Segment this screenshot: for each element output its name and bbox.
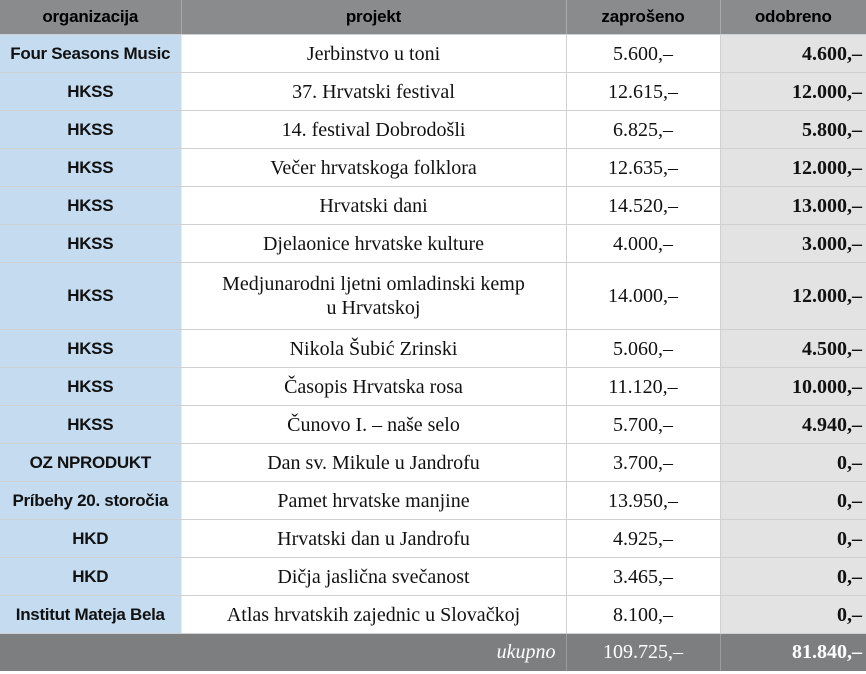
project-cell: Dičja jaslična svečanost: [181, 558, 566, 596]
requested-cell: 4.925,–: [566, 520, 720, 558]
header-row: [0, 0, 866, 35]
project-cell: Djelaonice hrvatske kulture: [181, 225, 566, 263]
table-row: [0, 225, 866, 263]
table-row: [0, 149, 866, 187]
requested-cell: 3.465,–: [566, 558, 720, 596]
requested-cell: 3.700,–: [566, 444, 720, 482]
organization-cell: HKSS: [0, 73, 181, 111]
organization-cell: HKSS: [0, 187, 181, 225]
requested-cell: 14.520,–: [566, 187, 720, 225]
table-row: [0, 330, 866, 368]
approved-cell: 5.800,–: [720, 111, 866, 149]
approved-cell: 12.000,–: [720, 73, 866, 111]
organization-cell: HKSS: [0, 149, 181, 187]
project-cell: 37. Hrvatski festival: [181, 73, 566, 111]
table-body: [0, 35, 866, 634]
approved-cell: 13.000,–: [720, 187, 866, 225]
organization-cell: HKSS: [0, 111, 181, 149]
project-cell: Medjunarodni ljetni omladinski kemp u Hrvatskoj: [181, 263, 566, 330]
total-approved: 81.840,–: [720, 634, 866, 672]
table-row: [0, 558, 866, 596]
project-cell: Časopis Hrvatska rosa: [181, 368, 566, 406]
project-cell: Hrvatski dani: [181, 187, 566, 225]
table-row: [0, 111, 866, 149]
table-row: [0, 187, 866, 225]
organization-cell: HKD: [0, 558, 181, 596]
approved-cell: 4.600,–: [720, 35, 866, 73]
approved-cell: 3.000,–: [720, 225, 866, 263]
project-cell: 14. festival Dobrodošli: [181, 111, 566, 149]
total-row: [0, 634, 866, 672]
table-row: [0, 263, 866, 330]
organization-cell: HKSS: [0, 406, 181, 444]
organization-cell: HKD: [0, 520, 181, 558]
requested-cell: 13.950,–: [566, 482, 720, 520]
total-requested: 109.725,–: [566, 634, 720, 672]
approved-cell: 4.940,–: [720, 406, 866, 444]
project-cell: Atlas hrvatskih zajednic u Slovačkoj: [181, 596, 566, 634]
project-cell: Jerbinstvo u toni: [181, 35, 566, 73]
project-cell: Pamet hrvatske manjine: [181, 482, 566, 520]
approved-cell: 0,–: [720, 596, 866, 634]
table-header: [0, 0, 866, 35]
organization-cell: HKSS: [0, 368, 181, 406]
approved-cell: 12.000,–: [720, 263, 866, 330]
requested-cell: 8.100,–: [566, 596, 720, 634]
header-approved: odobreno: [720, 0, 866, 35]
table-footer: [0, 634, 866, 672]
organization-cell: HKSS: [0, 263, 181, 330]
project-cell: Hrvatski dan u Jandrofu: [181, 520, 566, 558]
organization-cell: Príbehy 20. storočia: [0, 482, 181, 520]
table-row: [0, 444, 866, 482]
requested-cell: 12.615,–: [566, 73, 720, 111]
approved-cell: 10.000,–: [720, 368, 866, 406]
approved-cell: 0,–: [720, 558, 866, 596]
requested-cell: 11.120,–: [566, 368, 720, 406]
header-requested: zaprošeno: [566, 0, 720, 35]
project-cell: Večer hrvatskoga folklora: [181, 149, 566, 187]
table-row: [0, 73, 866, 111]
approved-cell: 4.500,–: [720, 330, 866, 368]
table-row: [0, 520, 866, 558]
organization-cell: Institut Mateja Bela: [0, 596, 181, 634]
table-row: [0, 35, 866, 73]
header-project: projekt: [181, 0, 566, 35]
table-row: [0, 596, 866, 634]
table-row: [0, 368, 866, 406]
project-cell: Dan sv. Mikule u Jandrofu: [181, 444, 566, 482]
approved-cell: 12.000,–: [720, 149, 866, 187]
organization-cell: OZ NPRODUKT: [0, 444, 181, 482]
requested-cell: 4.000,–: [566, 225, 720, 263]
requested-cell: 5.600,–: [566, 35, 720, 73]
organization-cell: HKSS: [0, 225, 181, 263]
project-cell: Čunovo I. – naše selo: [181, 406, 566, 444]
requested-cell: 14.000,–: [566, 263, 720, 330]
approved-cell: 0,–: [720, 520, 866, 558]
table-row: [0, 482, 866, 520]
requested-cell: 5.060,–: [566, 330, 720, 368]
header-organization: organizacija: [0, 0, 181, 35]
project-cell: Nikola Šubić Zrinski: [181, 330, 566, 368]
organization-cell: Four Seasons Music: [0, 35, 181, 73]
requested-cell: 5.700,–: [566, 406, 720, 444]
table-row: [0, 406, 866, 444]
organization-cell: HKSS: [0, 330, 181, 368]
requested-cell: 6.825,–: [566, 111, 720, 149]
requested-cell: 12.635,–: [566, 149, 720, 187]
approved-cell: 0,–: [720, 444, 866, 482]
approved-cell: 0,–: [720, 482, 866, 520]
total-label: ukupno: [0, 634, 566, 672]
